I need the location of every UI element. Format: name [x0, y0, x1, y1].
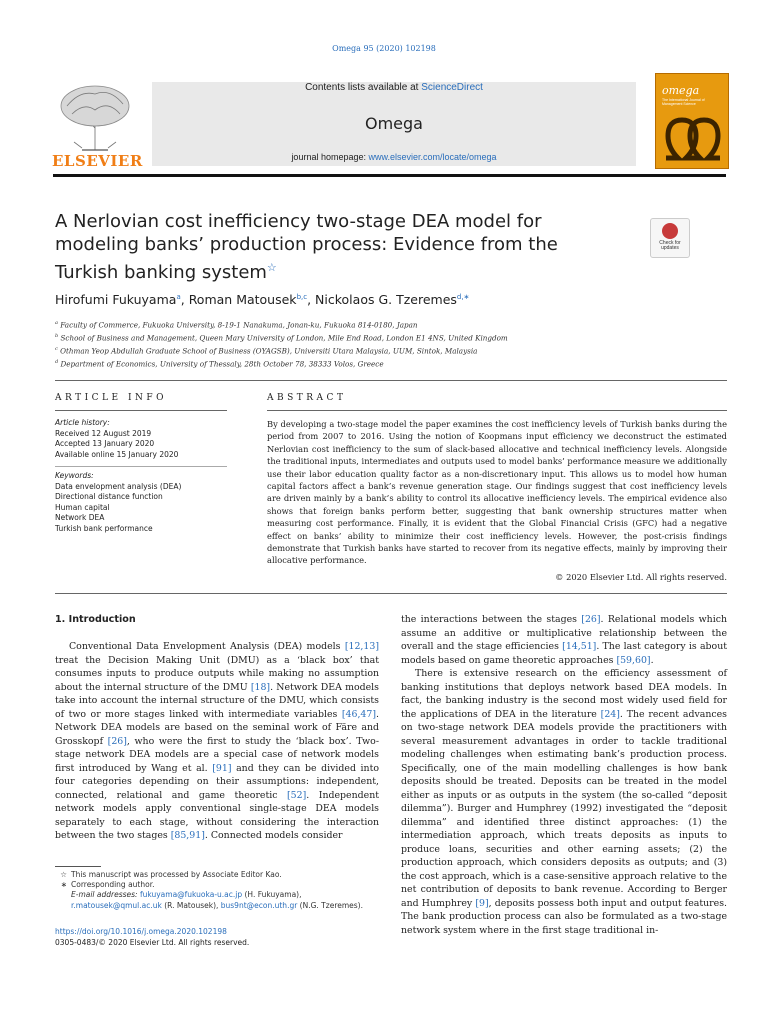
- citation-link[interactable]: [26]: [581, 614, 601, 625]
- elsevier-logo-text: ELSEVIER: [52, 152, 143, 170]
- keyword-item: Data envelopment analysis (DEA): [55, 481, 182, 491]
- body-paragraph: [55, 640, 379, 843]
- author-affil-link[interactable]: d,∗: [456, 292, 470, 301]
- keyword-item: Human capital: [55, 502, 110, 512]
- affiliation-marker: b: [55, 332, 59, 339]
- affiliations: [55, 318, 715, 370]
- citation-link[interactable]: [26]: [107, 735, 127, 747]
- journal-header-band: [152, 82, 636, 166]
- body-paragraph: [401, 613, 727, 667]
- body-text: the interactions between the stages: [401, 614, 582, 625]
- abstract-divider: [267, 410, 727, 411]
- keyword-item: Turkish bank performance: [55, 523, 153, 533]
- affiliation-text: Faculty of Commerce, Fukuoka University, 8-19-1 Nanakuma, Jonan-ku, Fukuoka 814-0180, Japan: [60, 320, 418, 330]
- email-owner: (H. Fukuyama),: [242, 890, 302, 900]
- body-text: .: [650, 654, 654, 666]
- footnote-marker: ∗: [60, 880, 67, 890]
- body-text: . Relational models which assume an additive or multiplicative relationship between the overall and the stage efficiencies: [401, 614, 727, 652]
- citation-link[interactable]: [14,51]: [562, 641, 597, 652]
- crossmark-label: Check for updates: [659, 240, 681, 251]
- crossmark-badge: [662, 223, 678, 239]
- abstract-text: By developing a two-stage model the paper examines the cost inefficiency levels of Turkish banks during the period from 2007 to 2016. Using the notion of Koopmans input efficiency we deconstruct the estimated Nerlovian cost inefficiency to the sum of slack-based allocative and technical inefficiency levels. Alongside the traditional inputs, intermediates and outputs used to model banks’ performance measure we additionally use their labor education quality factor as a non-discretionary input. This allows us to model how human capital factors affect a bank’s revenue generation stage. Our findings suggest that cost inefficiency levels are driven mainly by a bank’s ability to control its allocative inefficiency levels. The empirical evidence also shows that foreign banks perform better, suggesting that bank ownership structures matter when measuring cost performance. Finally, it is evident that the Global Financial Crisis (GFC) had a negative effect on banks’ ability to minimize their cost inefficiency levels. However, the post-crisis findings demonstrate that Turkish banks have started to recover from its negative effects, mainly by improving their allocative performance.: [267, 419, 727, 566]
- email-owner: (R. Matousek),: [161, 900, 221, 910]
- author-affil-link[interactable]: b,c: [296, 292, 308, 301]
- body-text: . Network DEA models take into account the internal structure of the DMU, which consists of two or more stages linked with intermediate variables: [55, 681, 379, 720]
- affiliations-divider: [55, 380, 727, 381]
- keyword-item: Network DEA: [55, 513, 105, 523]
- citation-link[interactable]: [9]: [475, 897, 489, 909]
- journal-citation[interactable]: Omega 95 (2020) 102198: [332, 44, 436, 53]
- email-label: E-mail addresses:: [71, 890, 138, 900]
- history-item: Accepted 13 January 2020: [55, 439, 155, 449]
- footnote-text: Corresponding author.: [71, 880, 155, 890]
- citation-link[interactable]: [46,47]: [341, 708, 377, 720]
- journal-cover-image[interactable]: [655, 73, 729, 169]
- header-divider: [53, 174, 726, 177]
- abstract-bottom-divider: [55, 593, 727, 594]
- body-text: treat the Decision Making Unit (DMU) as a ‘black box’ that consumes inputs to produce outputs while making no assumption about the internal structure of the DMU: [55, 654, 379, 693]
- abstract-heading: ABSTRACT: [267, 393, 347, 403]
- article-title-text: A Nerlovian cost inefficiency two-stage DEA model for modeling banks’ production process: Evidence from the Turkish banking system: [55, 211, 558, 283]
- article-title: [55, 210, 625, 284]
- body-right-column: [401, 613, 727, 937]
- footnote-item: [55, 880, 379, 890]
- citation-link[interactable]: [52]: [287, 789, 307, 801]
- affiliation-marker: a: [55, 320, 58, 326]
- abstract-copyright: © 2020 Elsevier Ltd. All rights reserved.: [555, 572, 727, 582]
- affiliation-marker: c: [55, 345, 58, 352]
- footnote-emails: [55, 890, 379, 910]
- crossmark-icon[interactable]: [650, 218, 690, 258]
- body-text: , deposits possess both input and output features. The bank production process can also be formulated as a two-stage network system where in the first stage traditional in-: [401, 897, 727, 936]
- affiliation-item: [55, 331, 715, 344]
- doi-link[interactable]: https://doi.org/10.1016/j.omega.2020.102198: [55, 927, 227, 936]
- doi-block: [55, 926, 379, 948]
- homepage-link[interactable]: www.elsevier.com/locate/omega: [368, 152, 497, 162]
- citation-link[interactable]: [12,13]: [344, 641, 379, 652]
- body-text: , who were the first to study the ‘black box’. Two-stage network DEA models are a special case of network models first introduced by Wang et al.: [55, 735, 379, 774]
- email-link[interactable]: bus9nt@econ.uth.gr: [220, 900, 298, 910]
- history-item: Received 12 August 2019: [55, 428, 152, 438]
- body-text: . Network DEA models are based on the seminal work of Färe and Grosskopf: [55, 708, 379, 747]
- keywords: [55, 471, 235, 535]
- body-text: . Connected models consider: [204, 830, 343, 841]
- affiliation-item: [55, 357, 715, 370]
- footnote-item: [55, 870, 379, 880]
- footnote-text: This manuscript was processed by Associate Editor Kao.: [71, 870, 282, 879]
- author-separator: ,: [180, 292, 189, 307]
- article-info-heading: ARTICLE INFO: [55, 393, 168, 403]
- email-link[interactable]: fukuyama@fukuoka-u.ac.jp: [139, 890, 243, 900]
- history-label: Article history:: [55, 418, 110, 427]
- journal-title: Omega: [365, 114, 423, 133]
- body-left-column: [55, 640, 379, 843]
- body-paragraph: [401, 667, 727, 937]
- affiliation-marker: d: [55, 358, 59, 365]
- affiliation-item: [55, 344, 715, 357]
- affiliation-item: [55, 318, 715, 331]
- title-footnote-star[interactable]: ☆: [266, 261, 277, 274]
- issn-line: 0305-0483/© 2020 Elsevier Ltd. All rights reserved.: [55, 938, 250, 947]
- body-text: and they can be divided into four categories depending on their assumptions: independent, connected, relational and game theoretic: [55, 762, 379, 801]
- affiliation-text: Department of Economics, University of Thessaly, 28th October 78, 38333 Volos, Greece: [60, 359, 384, 369]
- footnote-divider: [55, 866, 101, 867]
- history-item: Available online 15 January 2020: [55, 449, 179, 459]
- author-name: Hirofumi Fukuyama: [55, 292, 177, 307]
- body-text: Conventional Data Envelopment Analysis (DEA) models: [69, 641, 345, 652]
- article-history: [55, 418, 235, 460]
- body-text: . Independent network models apply conventional single-stage DEA models separately to each stage, without considering the interaction between the two stages: [55, 789, 379, 841]
- affiliation-text: School of Business and Management, Queen Mary University of London, Mile End Road, London E1 4NS, United Kingdom: [60, 333, 508, 343]
- citation-link[interactable]: [91]: [212, 762, 232, 774]
- author-separator: ,: [307, 292, 316, 307]
- citation-link[interactable]: [59,60]: [616, 654, 651, 666]
- body-text: . The last category is about models based on game theoretic approaches: [401, 641, 727, 666]
- keywords-label: Keywords:: [55, 471, 94, 480]
- homepage-line: [152, 152, 636, 162]
- footnote-marker: ☆: [60, 870, 67, 879]
- omega-symbol-icon: [660, 114, 724, 162]
- affiliation-text: Othman Yeop Abdullah Graduate School of Business (OYAGSB), Universiti Utara Malaysia, UUM, Sintok, Malaysia: [60, 346, 478, 356]
- contents-line: [152, 82, 636, 94]
- author-name: Roman Matousek: [188, 292, 297, 307]
- contents-prefix: Contents lists available at: [305, 82, 422, 93]
- author-affil-link[interactable]: a: [176, 292, 181, 301]
- cover-subtitle: The International Journal of Management Science: [662, 98, 705, 106]
- keyword-item: Directional distance function: [55, 492, 163, 502]
- citation-link[interactable]: [18]: [250, 681, 271, 693]
- footnotes: [55, 870, 379, 911]
- body-text: There is extensive research on the efficiency assessment of banking institutions that deploys network based DEA models. In fact, the banking industry is the second most widely used field for the applications of DEA in the literature: [401, 668, 727, 720]
- author-list: [55, 292, 695, 307]
- citation-link[interactable]: [24]: [600, 708, 620, 720]
- email-link[interactable]: r.matousek@qmul.ac.uk: [71, 900, 162, 910]
- sciencedirect-link[interactable]: ScienceDirect: [421, 82, 483, 93]
- email-owner: (N.G. Tzeremes).: [297, 900, 363, 910]
- article-info-divider: [55, 410, 227, 411]
- cover-title: omega: [662, 84, 700, 97]
- history-divider: [55, 466, 227, 467]
- author-name: Nickolaos G. Tzeremes: [315, 292, 457, 307]
- citation-link[interactable]: [85,91]: [170, 830, 205, 841]
- body-text: . The recent advances on two-stage network DEA models provide the practitioners with several measurement advantages in order to tackle traditional modeling challenges when estimating bank’s production process. Specifically, one of the main modelling challenges is how bank deposits should be treated. Deposits can be treated in the model either as inputs or as outputs in the system (the so-called “deposit dilemma”). Burger and Humphrey (1992) investigated the “deposit dilemma” and identified three distinct approaches: (1) the intermediation approach, which treats deposits as inputs to produce loans, securities and other earning assets; (2) the production approach, which considers deposits as outputs; and (3) the cost approach, which is a case-sensitive approach relative to the net contribution of deposits to bank revenue. According to Berger and Humphrey: [401, 708, 727, 909]
- section-heading-introduction: 1. Introduction: [55, 614, 136, 625]
- homepage-prefix: journal homepage:: [291, 152, 369, 162]
